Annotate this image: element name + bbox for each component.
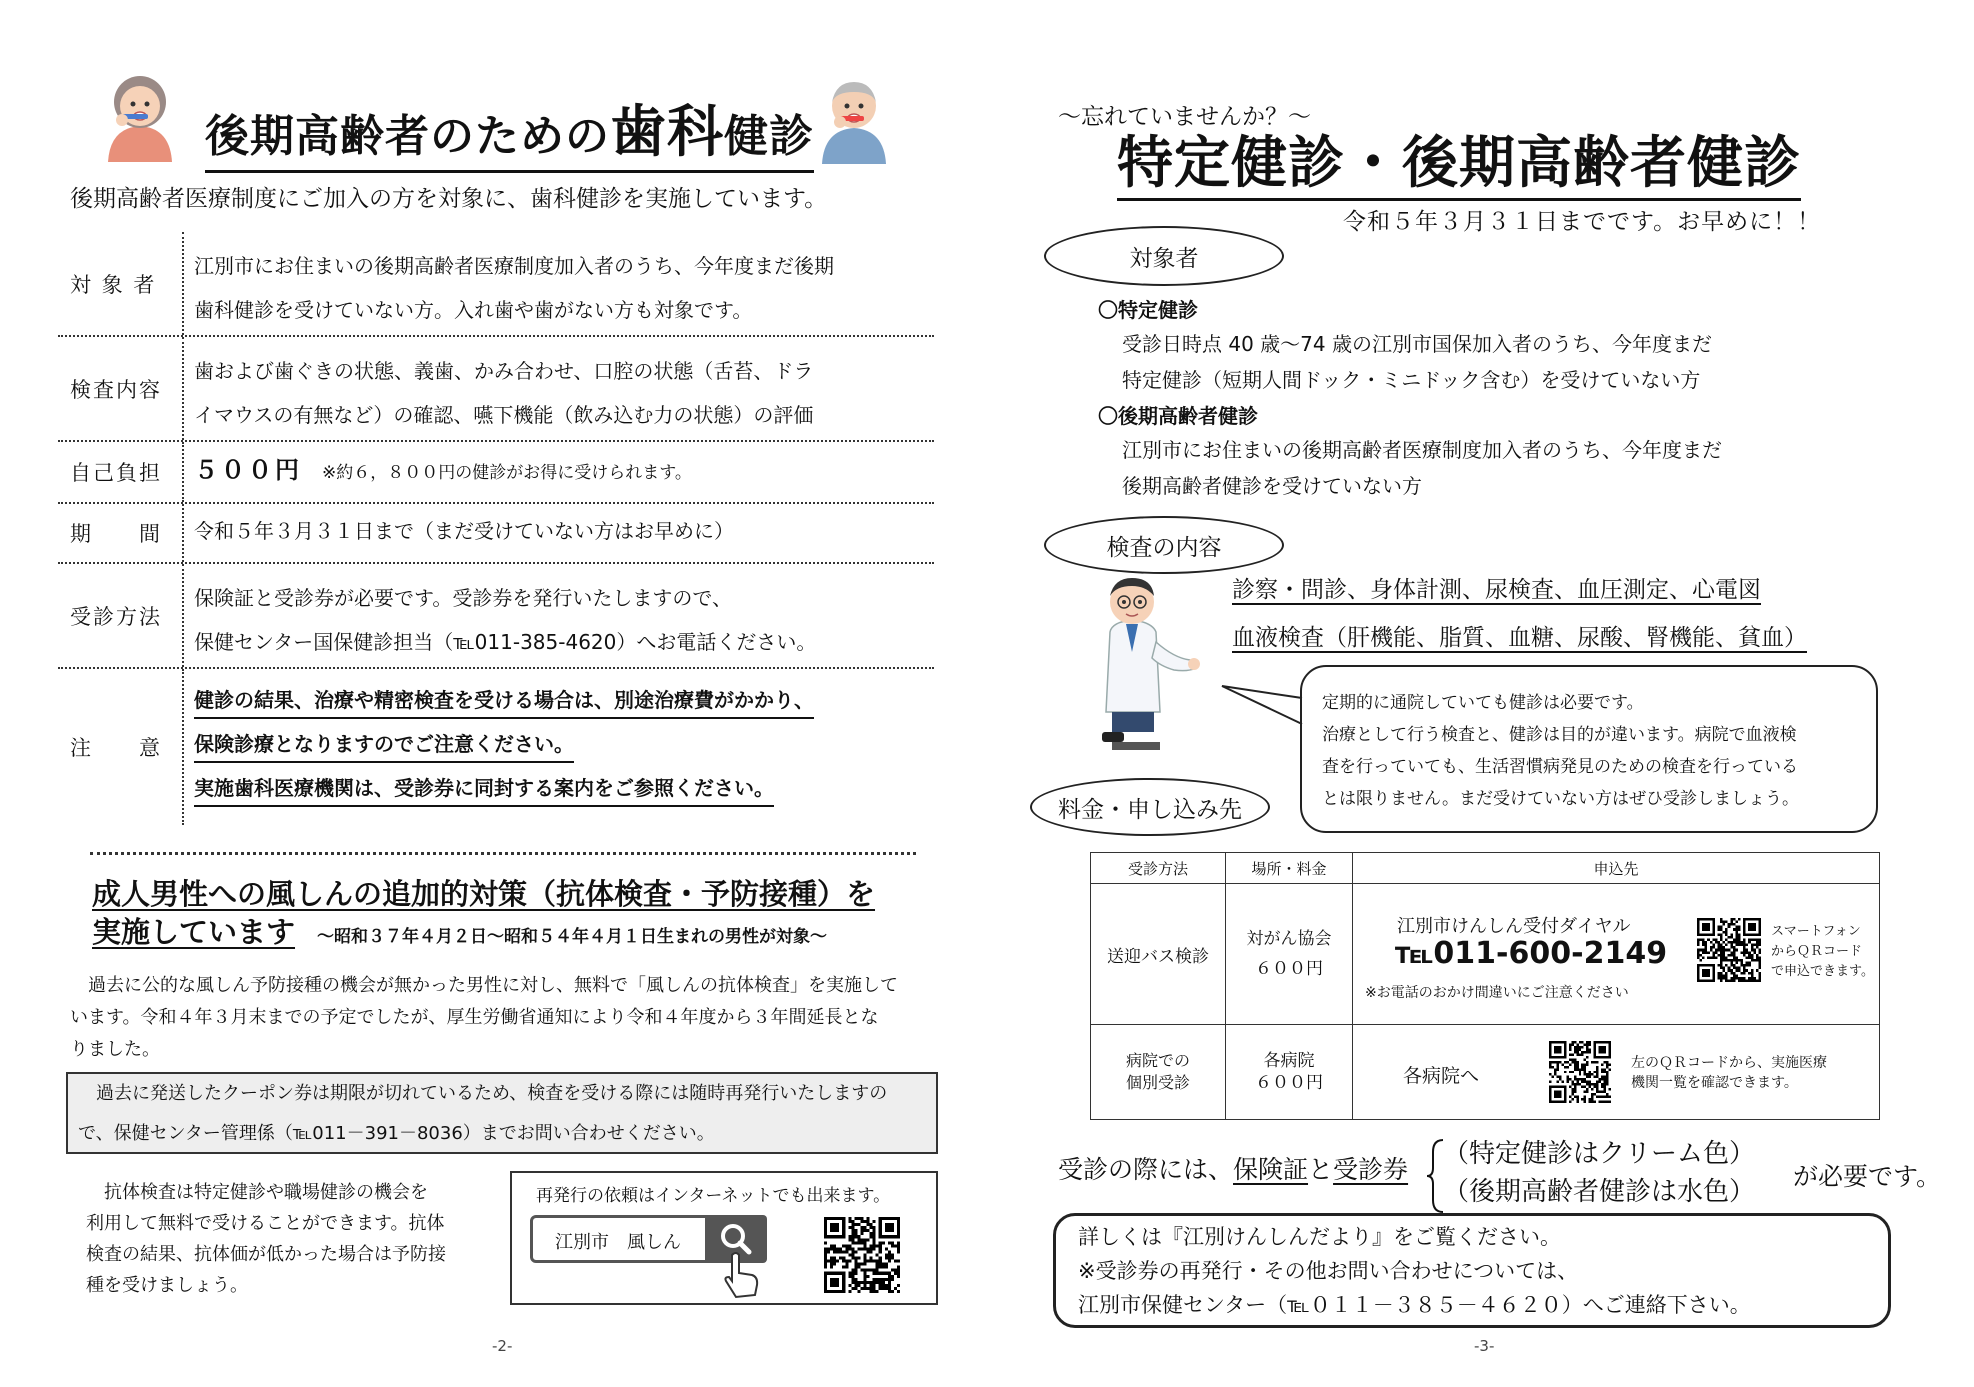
row-text: 歯および歯ぐきの状態、義歯、かみ合わせ、口腔の状態（舌苔、ドラ	[194, 359, 814, 383]
antibody-info-text	[86, 1177, 471, 1301]
fee-table-header	[1091, 853, 1880, 884]
dental-title-suffix: 健診	[724, 111, 814, 162]
rubella-title	[92, 875, 875, 956]
rubella-body-text	[70, 970, 940, 1066]
ticket-type-line: （特定健診はクリーム色）	[1443, 1139, 1756, 1169]
dental-intro-text: 後期高齢者医療制度にご加入の方を対象に、歯科健診を実施しています。	[70, 186, 828, 212]
qr-note-line: 左のＱＲコードから、実施医療	[1631, 1055, 1827, 1071]
dial-label: 江別市けんしん受付ダイヤル	[1397, 916, 1631, 937]
target-group-body	[1122, 326, 1712, 398]
antibody-line: 抗体検査は特定健診や職場健診の機会を	[86, 1182, 428, 1203]
bubble-line: 治療として行う検査と、健診は目的が違います。病院で血液検	[1322, 725, 1797, 745]
qr-note-line: からＱＲコード	[1771, 944, 1863, 959]
dental-row-period	[58, 504, 934, 564]
rubella-subtitle: ～昭和３７年４月２日～昭和５４年４月１日生まれの男性が対象～	[317, 927, 828, 947]
brace-icon	[1425, 1138, 1445, 1214]
target-line: 特定健診（短期人間ドック・ミニドック含む）を受けていない方	[1122, 368, 1701, 392]
bubble-line: 定期的に通院していても健診は必要です。	[1322, 693, 1644, 713]
doctor-speech-bubble	[1300, 665, 1878, 833]
row-label: 対 象 者	[58, 232, 184, 335]
booking-qr-code	[1697, 918, 1761, 982]
dental-title-emphasis: 歯科	[610, 100, 724, 165]
ticket-color-types	[1443, 1135, 1755, 1211]
rubella-title-line: 成人男性への風しんの追加的対策（抗体検査・予防接種）を	[92, 877, 876, 911]
dental-row-target	[58, 232, 934, 337]
rubella-qr-code	[824, 1217, 900, 1293]
info-line: 詳しくは『江別けんしんだより』をご覧ください。	[1078, 1225, 1561, 1249]
need-ticket: 受診券	[1333, 1155, 1409, 1184]
right-kicker: ～忘れていませんか？～	[1058, 104, 1311, 130]
row-text: 保健センター国保健診担当（℡011-385-4620）へお電話ください。	[194, 630, 817, 654]
page-number-left: -2-	[492, 1337, 513, 1355]
section-divider	[90, 852, 916, 855]
elderly-woman-brushing-teeth-illustration	[100, 62, 180, 162]
column-header: 場所・料金	[1226, 853, 1353, 884]
contact-info-box	[1053, 1213, 1891, 1328]
required-documents-line	[1058, 1150, 1408, 1186]
pointer-hand-icon	[722, 1251, 762, 1299]
dental-row-fee	[58, 442, 934, 504]
coupon-line: で、保健センター管理係（℡011－391－8036）までお問い合わせください。	[78, 1123, 715, 1144]
need-insurance: 保険証	[1233, 1155, 1309, 1184]
need-prefix: 受診の際には、	[1058, 1155, 1234, 1184]
bubble-line: とは限りません。まだ受けていない方はぜひ受診しましょう。	[1322, 789, 1800, 809]
dental-checkup-title	[205, 88, 814, 173]
row-label: 検査内容	[58, 337, 184, 440]
fee-table-row-bus	[1091, 884, 1880, 1025]
place-name: 各病院	[1263, 1051, 1315, 1071]
apply-cell	[1353, 884, 1880, 1025]
fee-table-row-hospital	[1091, 1025, 1880, 1120]
exam-items	[1232, 566, 1807, 662]
method-cell: 送迎バス検診	[1091, 884, 1226, 1025]
hospital-list-qr-code	[1549, 1041, 1611, 1103]
row-text: 令和５年３月３１日まで（まだ受けていない方はお早めに）	[194, 519, 734, 543]
coupon-notice-box	[66, 1072, 938, 1154]
column-header: 受診方法	[1091, 853, 1226, 884]
caution-text: 保険診療となりますのでご注意ください。	[194, 727, 574, 763]
row-text: 江別市にお住まいの後期高齢者医療制度加入者のうち、今年度まだ後期	[194, 254, 834, 278]
dial-caution: ※お電話のおかけ間違いにご注意ください	[1365, 985, 1629, 1001]
fee-note: ※約６，８００円の健診がお得に受けられます。	[322, 463, 692, 483]
fee-amount: ５００円	[194, 456, 302, 484]
caution-text: 実施歯科医療機関は、受診券に同封する案内をご参照ください。	[194, 771, 774, 807]
row-text: 歯科健診を受けていない方。入れ歯や歯がない方も対象です。	[194, 298, 753, 322]
apply-cell	[1353, 1025, 1880, 1120]
doctor-illustration	[1082, 572, 1202, 762]
antibody-line: 検査の結果、抗体価が低かった場合は予防接	[86, 1244, 446, 1265]
bubble-line: 査を行っていても、生活習慣病発見のための検査を行っている	[1322, 757, 1798, 777]
row-text: 保険証と受診券が必要です。受診券を発行いたしますので、	[194, 586, 732, 610]
coupon-line: 過去に発送したクーポン券は期限が切れているため、検査を受ける際には随時再発行いたしますの	[78, 1083, 888, 1104]
place-price: ６００円	[1255, 959, 1323, 979]
place-cell	[1226, 1025, 1353, 1120]
method-line: 個別受診	[1125, 1073, 1190, 1092]
caution-text: 健診の結果、治療や精密検査を受ける場合は、別途治療費がかかり、	[194, 683, 814, 719]
dental-info-table	[58, 232, 934, 825]
reissue-online-caption: 再発行の依頼はインターネットでも出来ます。	[536, 1186, 891, 1206]
speech-bubble-tail	[1220, 680, 1304, 740]
page-number-right: -3-	[1474, 1337, 1495, 1355]
dial-phone-number: ℡011-600-2149	[1395, 936, 1668, 971]
target-line: 後期高齢者健診を受けていない方	[1122, 474, 1422, 498]
method-line: 病院での	[1125, 1051, 1190, 1070]
elderly-man-brushing-teeth-illustration	[816, 66, 892, 164]
target-group-heading: 〇特定健診	[1098, 298, 1198, 322]
qr-note	[1631, 1053, 1827, 1093]
method-cell	[1091, 1025, 1226, 1120]
qr-note-line: 機関一覧を確認できます。	[1631, 1075, 1798, 1091]
dental-title-prefix: 後期高齢者のための	[205, 111, 610, 162]
qr-note-line: スマートフォン	[1771, 924, 1861, 939]
exam-item-line: 血液検査（肝機能、脂質、血糖、尿酸、腎機能、貧血）	[1232, 625, 1807, 651]
row-label: 期 間	[58, 504, 184, 562]
body-line: りました。	[70, 1039, 160, 1060]
place-name: 対がん協会	[1246, 929, 1332, 949]
place-cell	[1226, 884, 1353, 1025]
row-label: 注 意	[58, 669, 184, 825]
search-query-text: 江別市 風しん	[555, 1232, 681, 1253]
target-group-body	[1122, 432, 1722, 504]
target-line: 受診日時点 40 歳～74 歳の江別市国保加入者のうち、今年度まだ	[1122, 332, 1712, 356]
info-line: ※受診券の再発行・その他お問い合わせについては、	[1078, 1259, 1579, 1283]
dental-row-caution	[58, 669, 934, 825]
reissue-online-box	[510, 1171, 938, 1305]
fee-section-label: 料金・申し込み先	[1030, 778, 1270, 836]
antibody-line: 種を受けましょう。	[86, 1275, 248, 1296]
exam-item-line: 診察・問診、身体計測、尿検査、血圧測定、心電図	[1232, 577, 1761, 603]
apply-to-hospital: 各病院へ	[1403, 1065, 1480, 1087]
need-suffix: が必要です。	[1793, 1162, 1942, 1191]
row-text: イマウスの有無など）の確認、嚥下機能（飲み込む力の状態）の評価	[194, 403, 814, 427]
exam-section-label: 検査の内容	[1044, 516, 1284, 574]
body-line: 過去に公的な風しん予防接種の機会が無かった男性に対し、無料で「風しんの抗体検査」を実施して	[70, 975, 898, 996]
column-header: 申込先	[1353, 853, 1880, 884]
row-label: 受診方法	[58, 564, 184, 667]
antibody-line: 利用して無料で受けることができます。抗体	[86, 1213, 445, 1234]
checkup-main-title: 特定健診・後期高齢者健診	[1117, 130, 1801, 201]
deadline-text: 令和５年３月３１日までです。お早めに！！	[1343, 209, 1822, 235]
ticket-type-line: （後期高齢者健診は水色）	[1443, 1177, 1756, 1207]
target-line: 江別市にお住まいの後期高齢者医療制度加入者のうち、今年度まだ	[1122, 438, 1722, 462]
fee-application-table	[1090, 852, 1880, 1120]
qr-note-line: で申込できます。	[1771, 964, 1874, 979]
rubella-title-line: 実施しています	[92, 915, 296, 949]
body-line: います。令和４年３月末までの予定でしたが、厚生労働省通知により令和４年度から３年間延長とな	[70, 1007, 879, 1028]
target-section-label: 対象者	[1044, 226, 1284, 286]
info-line: 江別市保健センター（℡０１１－３８５－４６２０）へご連絡下さい。	[1078, 1293, 1751, 1317]
dental-row-method	[58, 564, 934, 669]
qr-note	[1771, 922, 1874, 982]
dental-row-exam-content	[58, 337, 934, 442]
place-price: ６００円	[1255, 1073, 1323, 1093]
need-and: と	[1308, 1155, 1334, 1184]
row-label: 自己負担	[58, 442, 184, 502]
target-group-heading: 〇後期高齢者健診	[1098, 404, 1258, 428]
